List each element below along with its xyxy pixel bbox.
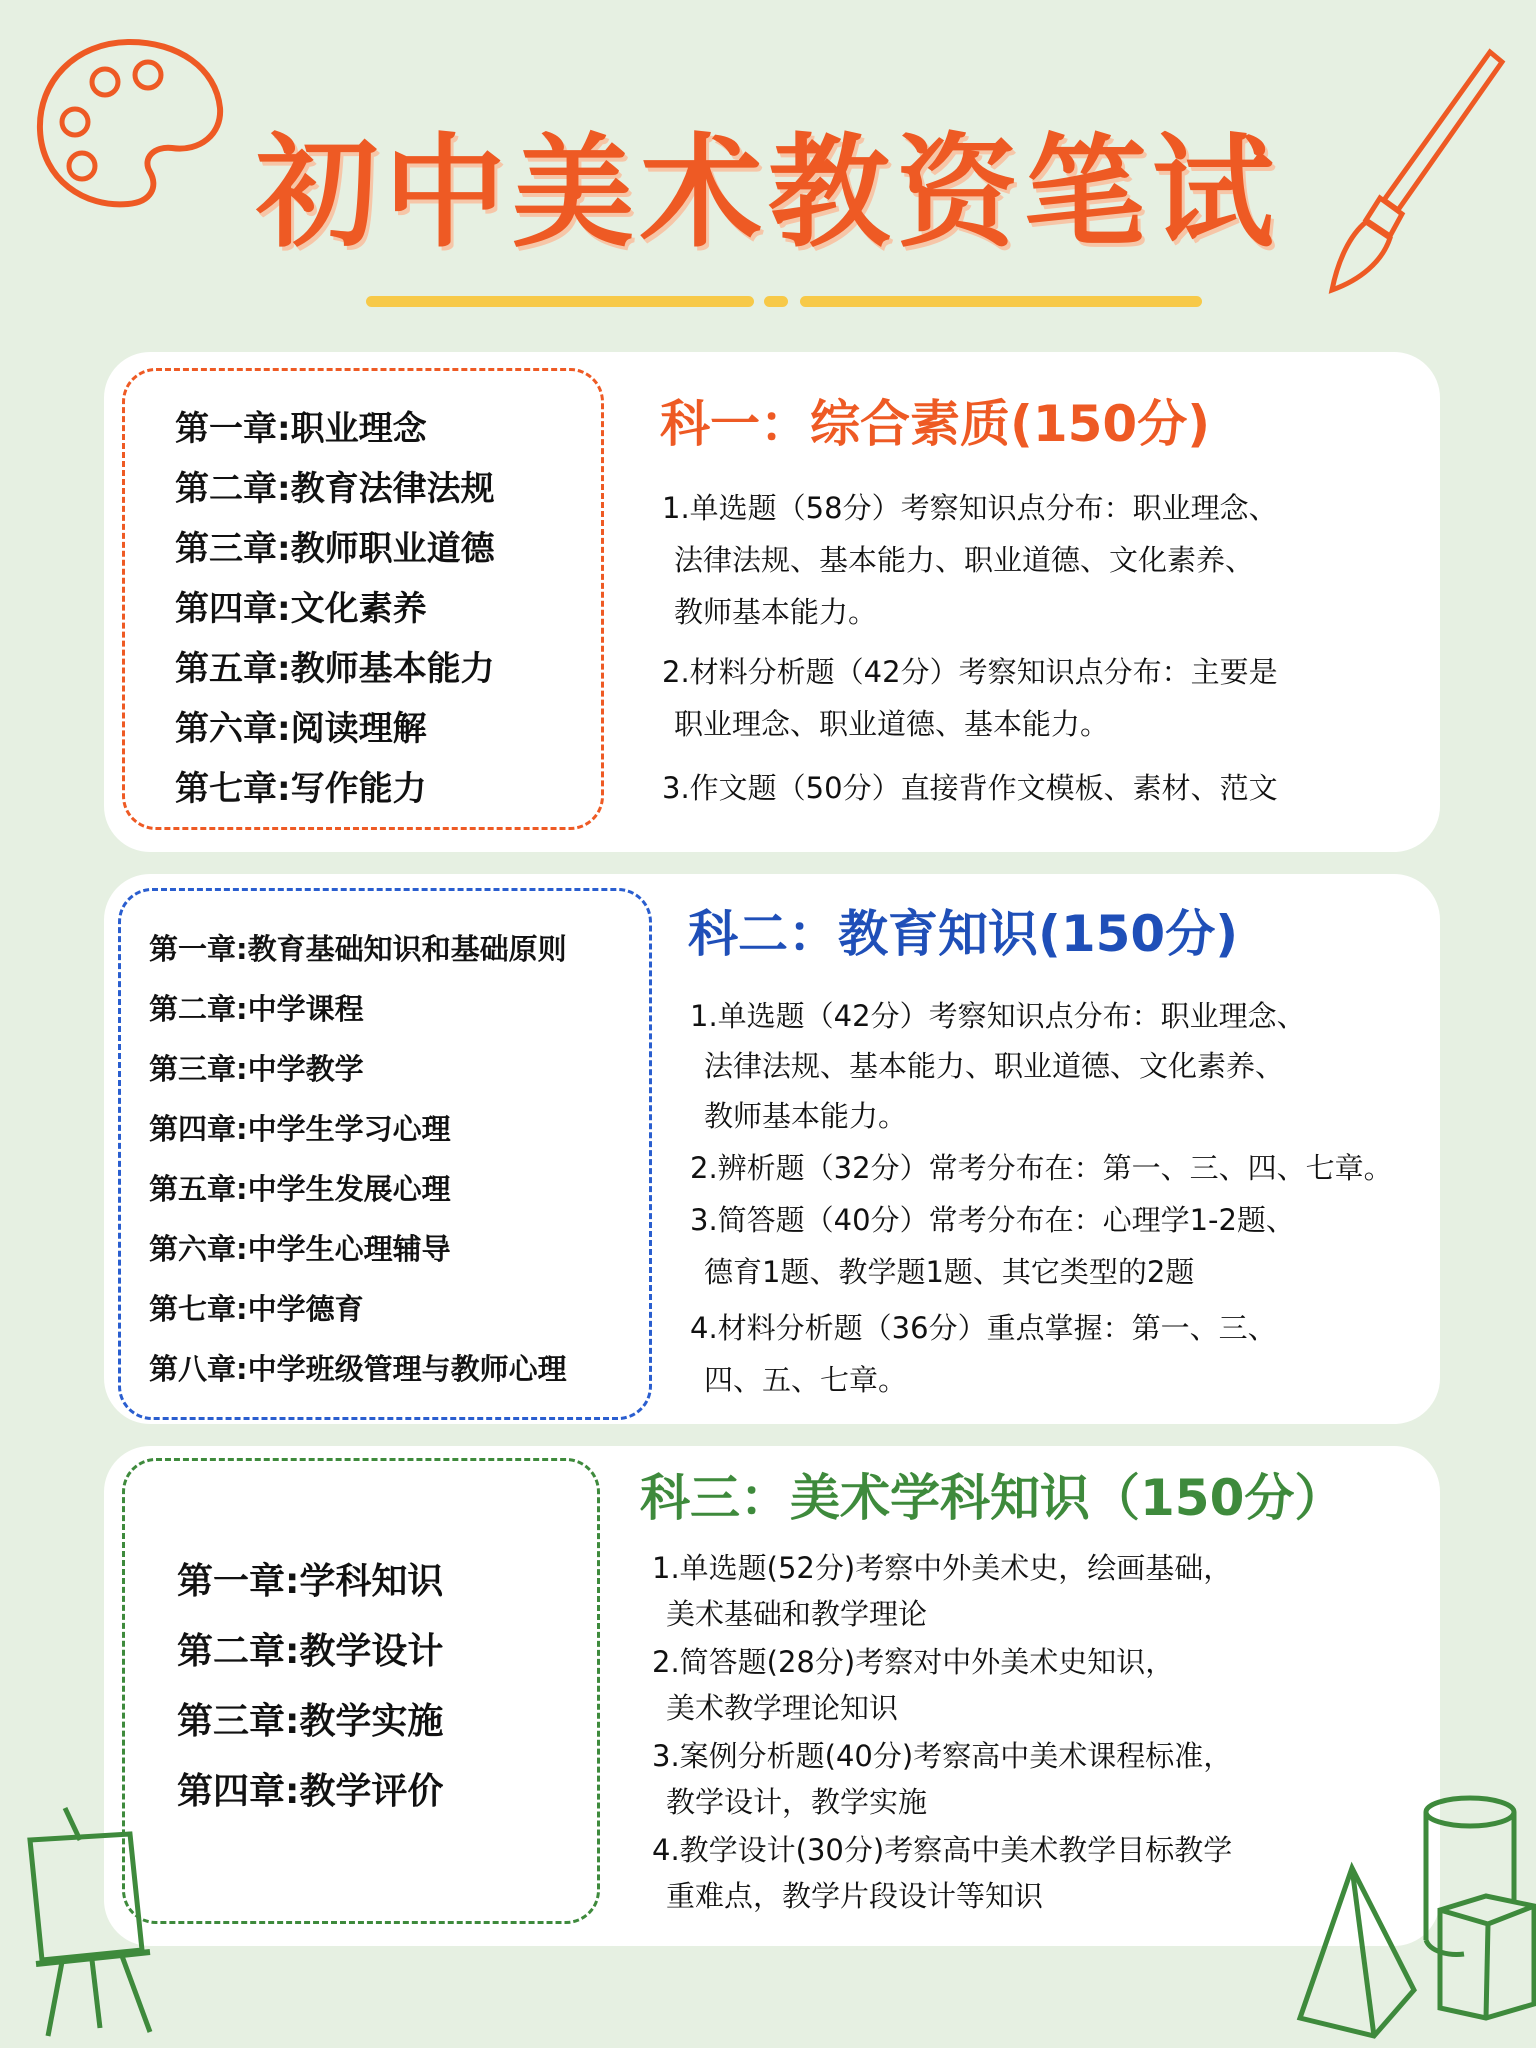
easel-icon <box>10 1800 200 2040</box>
detail-line: 2.辨析题（32分）常考分布在：第一、三、四、七章。 <box>690 1151 1393 1185</box>
detail-line: 美术基础和教学理论 <box>666 1597 928 1631</box>
detail-line: 1.单选题(52分)考察中外美术史，绘画基础， <box>652 1551 1233 1585</box>
chapter-item: 第五章:中学生发展心理 <box>149 1172 451 1206</box>
section-card-3 <box>104 1446 1440 1946</box>
detail-line: 4.教学设计(30分)考察高中美术教学目标教学 <box>652 1833 1233 1867</box>
chapter-item: 第六章:阅读理解 <box>175 709 427 749</box>
geometric-shapes-icon <box>1290 1790 1536 2040</box>
chapter-item: 第二章:中学课程 <box>149 992 364 1026</box>
page-title: 初中美术教资笔试 <box>256 122 1280 264</box>
chapter-item: 第二章:教学设计 <box>177 1631 444 1672</box>
title-underline <box>366 296 754 307</box>
chapter-item: 第二章:教育法律法规 <box>175 469 495 509</box>
detail-line: 四、五、七章。 <box>704 1363 908 1397</box>
chapter-item: 第五章:教师基本能力 <box>175 649 495 689</box>
section-heading-2: 科二：教育知识(150分) <box>688 905 1239 963</box>
chapter-item: 第四章:中学生学习心理 <box>149 1112 451 1146</box>
chapter-item: 第八章:中学班级管理与教师心理 <box>149 1352 567 1386</box>
detail-line: 重难点，教学片段设计等知识 <box>666 1879 1044 1913</box>
detail-line: 1.单选题（58分）考察知识点分布：职业理念、 <box>662 491 1278 525</box>
section-card-2 <box>104 874 1440 1424</box>
section-card-1 <box>104 352 1440 852</box>
section-heading-1: 科一：综合素质(150分) <box>660 395 1211 453</box>
detail-line: 3.简答题（40分）常考分布在：心理学1-2题、 <box>690 1203 1295 1237</box>
chapter-item: 第三章:教师职业道德 <box>175 529 495 569</box>
chapter-item: 第六章:中学生心理辅导 <box>149 1232 451 1266</box>
chapter-item: 第七章:写作能力 <box>175 769 427 809</box>
detail-line: 教师基本能力。 <box>674 595 878 629</box>
detail-line: 德育1题、教学题1题、其它类型的2题 <box>704 1255 1195 1289</box>
detail-line: 3.作文题（50分）直接背作文模板、素材、范文 <box>662 771 1278 805</box>
chapter-item: 第一章:职业理念 <box>175 409 427 449</box>
chapter-list-2 <box>118 888 652 1420</box>
detail-line: 法律法规、基本能力、职业道德、文化素养、 <box>674 543 1255 577</box>
chapter-item: 第一章:学科知识 <box>177 1561 444 1602</box>
detail-line: 教学设计，教学实施 <box>666 1785 928 1819</box>
detail-line: 美术教学理论知识 <box>666 1691 899 1725</box>
detail-line: 职业理念、职业道德、基本能力。 <box>674 707 1110 741</box>
chapter-item: 第三章:中学教学 <box>149 1052 364 1086</box>
chapter-item: 第三章:教学实施 <box>177 1701 444 1742</box>
chapter-item: 第四章:教学评价 <box>177 1771 444 1812</box>
chapter-item: 第七章:中学德育 <box>149 1292 364 1326</box>
detail-line: 法律法规、基本能力、职业道德、文化素养、 <box>704 1049 1285 1083</box>
detail-line: 1.单选题（42分）考察知识点分布：职业理念、 <box>690 999 1306 1033</box>
title-underline <box>800 296 1202 307</box>
detail-line: 2.材料分析题（42分）考察知识点分布：主要是 <box>662 655 1278 689</box>
chapter-item: 第四章:文化素养 <box>175 589 427 629</box>
detail-line: 4.材料分析题（36分）重点掌握：第一、三、 <box>690 1311 1277 1345</box>
detail-line: 教师基本能力。 <box>704 1099 908 1133</box>
chapter-item: 第一章:教育基础知识和基础原则 <box>149 932 567 966</box>
title-underline-dot <box>764 296 788 307</box>
section-heading-3: 科三：美术学科知识（150分） <box>640 1469 1345 1527</box>
detail-line: 3.案例分析题(40分)考察高中美术课程标准， <box>652 1739 1233 1773</box>
detail-line: 2.简答题(28分)考察对中外美术史知识， <box>652 1645 1175 1679</box>
chapter-list-1 <box>122 368 604 830</box>
